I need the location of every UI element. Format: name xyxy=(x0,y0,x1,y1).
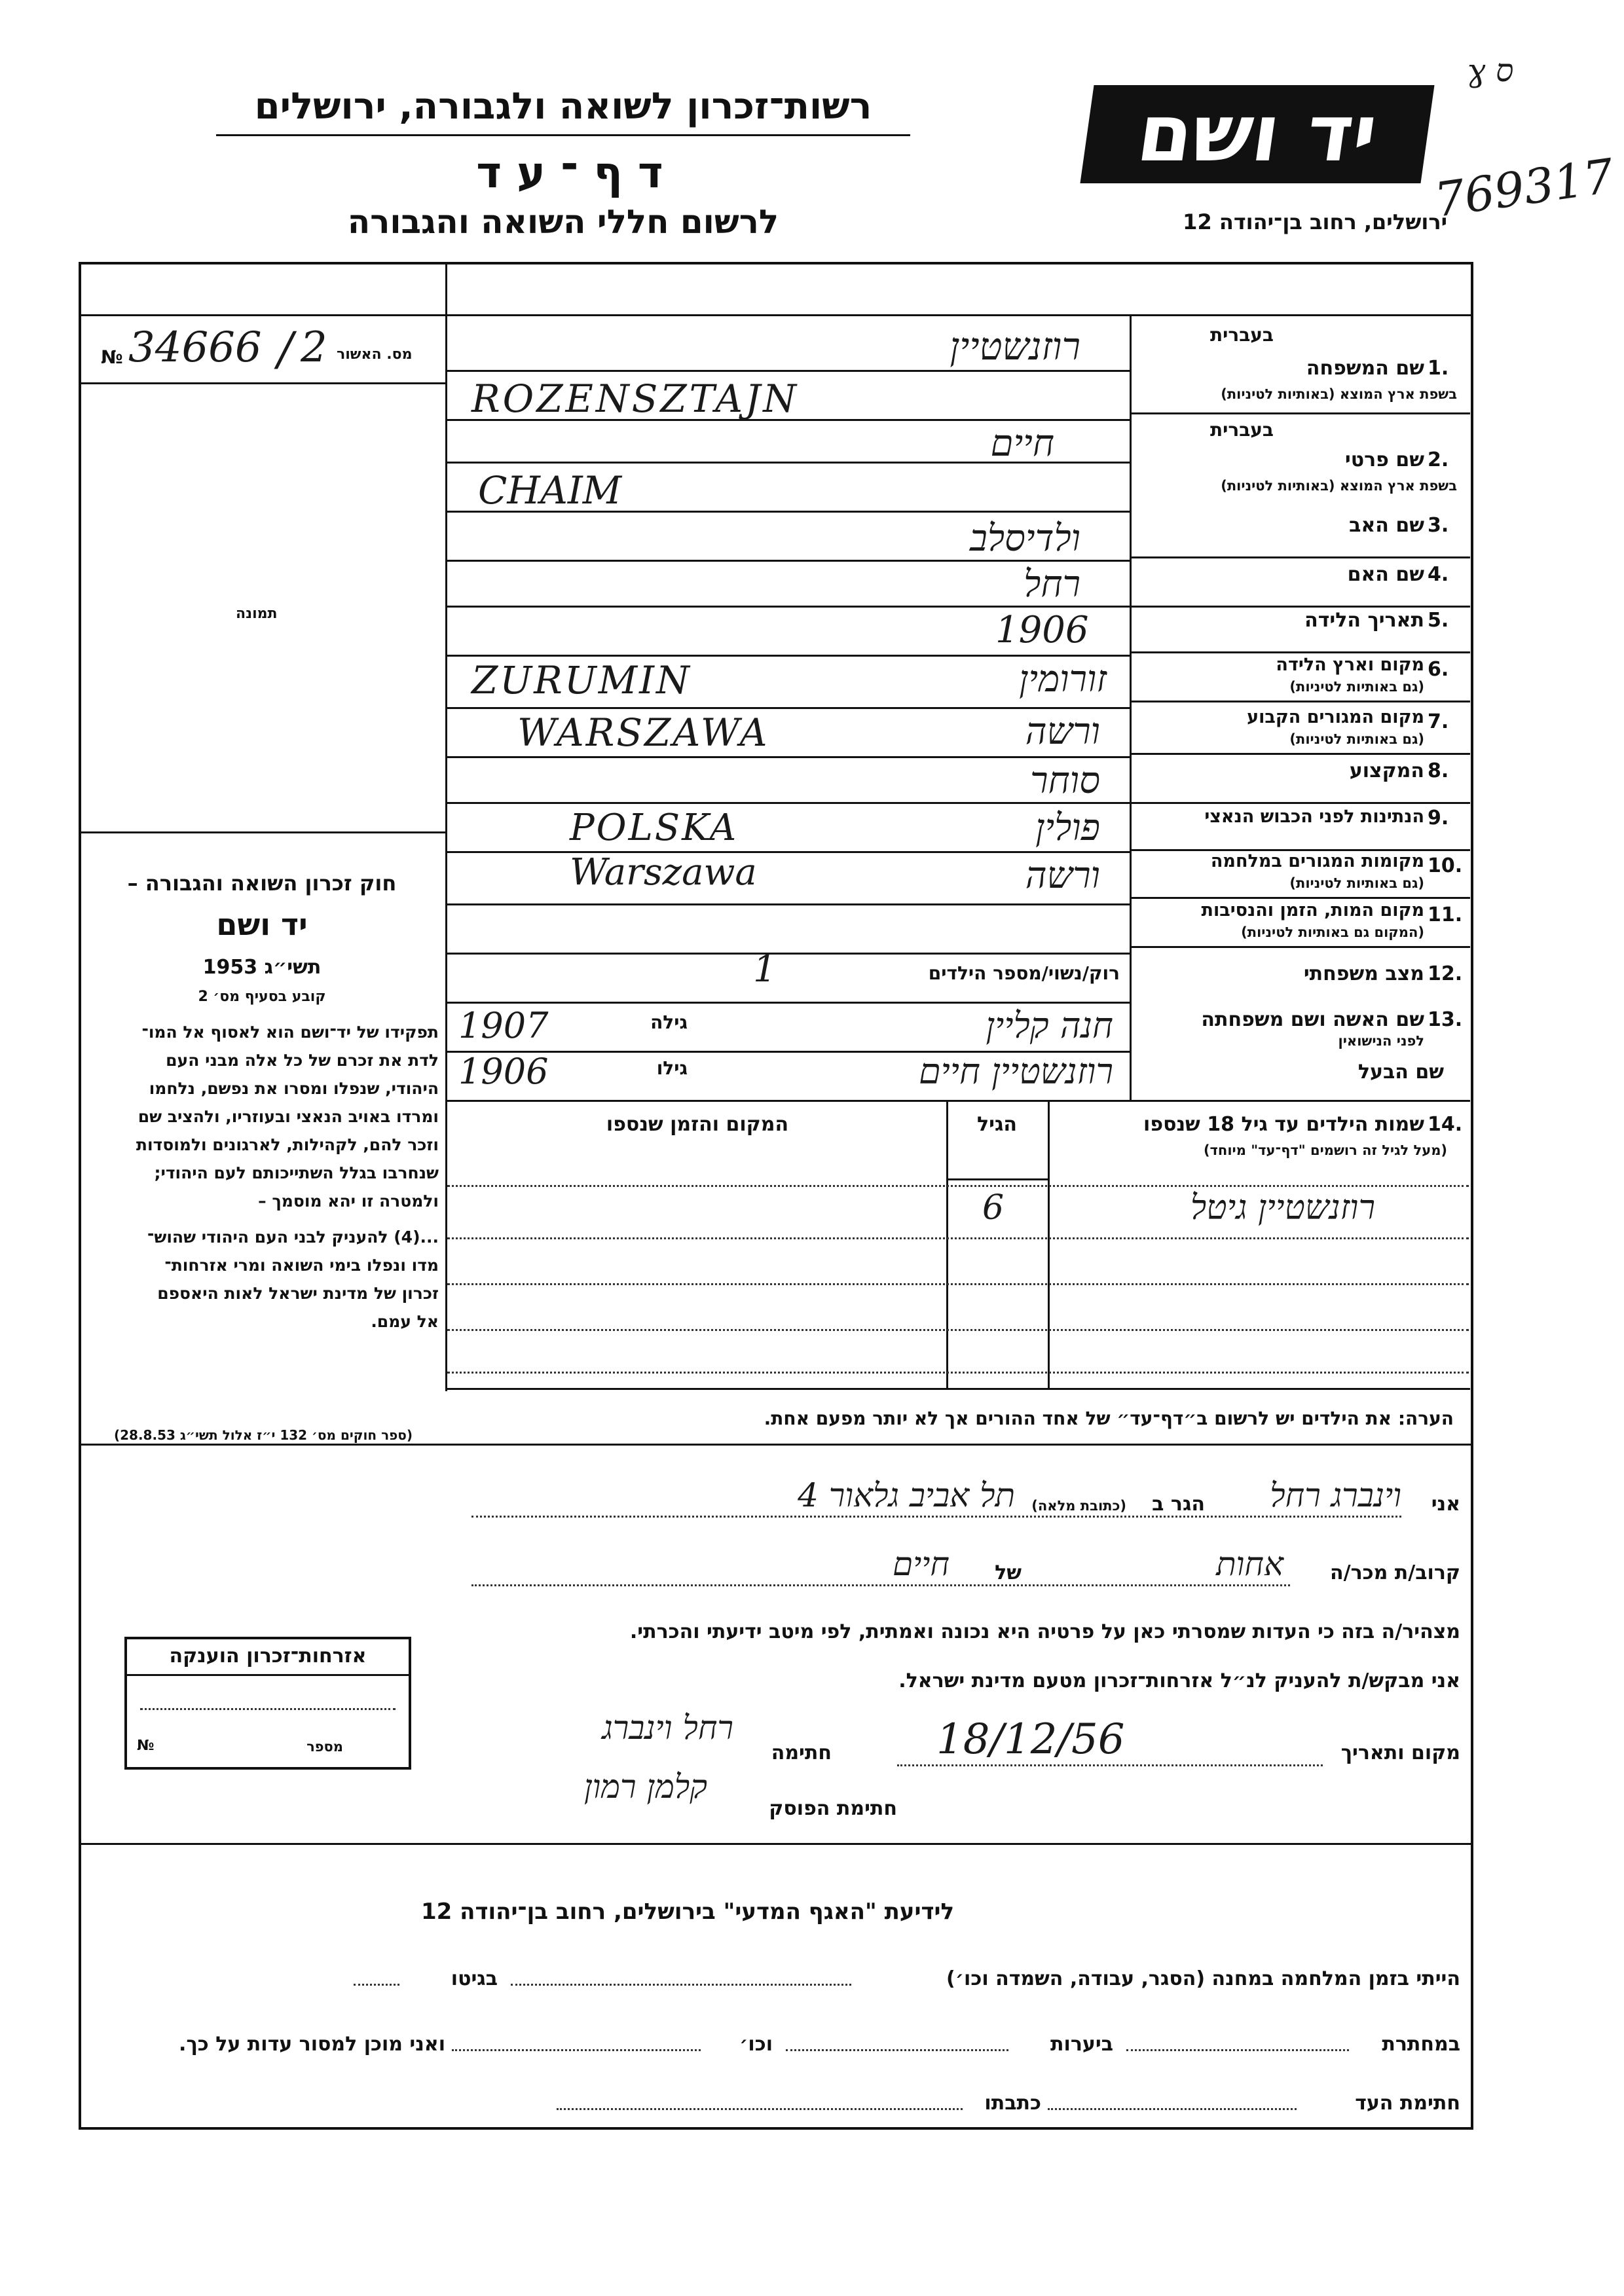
right-divider xyxy=(1130,802,1470,804)
official-signature: קלמן רמון xyxy=(583,1768,707,1806)
relation-line xyxy=(471,1584,1290,1586)
declarant-resides-label: הגר ב xyxy=(1152,1493,1205,1516)
firstname-hebrew: חיים xyxy=(990,422,1054,465)
residence-hebrew: ורשה xyxy=(1025,710,1100,753)
form-title: ד ף ־ ע ד xyxy=(476,147,663,198)
field-num: 11. xyxy=(1428,903,1463,926)
top-band-line xyxy=(79,314,1471,316)
corner-mark: ɣ ס xyxy=(1467,52,1514,89)
father-hebrew: ולדיסלב xyxy=(969,517,1080,560)
bottom-forests: ביערות xyxy=(1050,2033,1113,2056)
bottom-dots-2 xyxy=(354,1984,399,1986)
native-note-1: בשפת ארץ המוצא (באותיות לטיניות) xyxy=(1221,386,1457,402)
right-divider xyxy=(1130,556,1470,558)
field-num: 4. xyxy=(1428,563,1449,586)
relation-label: קרוב/ת מכר/ה xyxy=(1330,1561,1460,1584)
birthplace-latin: ZURUMIN xyxy=(471,658,692,702)
bottom-underground: במחתרת xyxy=(1382,2033,1460,2056)
bottom-address: כתבתו xyxy=(984,2092,1041,2115)
photo-bottom-line xyxy=(81,831,445,833)
husband-age: 1906 xyxy=(458,1051,549,1092)
field-label: הנתינות לפני הכבוש הנאצי xyxy=(1204,807,1424,827)
handwritten-id: 769317 xyxy=(1431,148,1617,228)
approval-box xyxy=(81,317,445,384)
law-line: ולמטרה זו יהא מוסמך – xyxy=(258,1192,439,1211)
approval-no-mark: № xyxy=(101,346,123,368)
citizenship-box xyxy=(124,1637,411,1770)
children-label: שמות הילדים עד גיל 18 שנספו xyxy=(1143,1113,1424,1136)
birthdate-value: 1906 xyxy=(995,609,1089,651)
approval-suffix: 2 xyxy=(301,323,327,372)
children-row-line-solid xyxy=(946,1178,1050,1180)
citizenship-box-title: אזרחות־זכרון הוענקה xyxy=(127,1645,409,1676)
remark-top-line xyxy=(447,1388,1470,1390)
field-label: שם האם xyxy=(1347,563,1424,586)
field-label: מקום וארץ הלידה xyxy=(1276,655,1424,675)
right-divider xyxy=(1130,946,1470,948)
law-clause: קובע בסעיף מס׳ 2 xyxy=(198,989,326,1005)
value-line xyxy=(447,606,1130,608)
field-note: (גם באותיות לטיניות) xyxy=(1289,875,1424,891)
remark-bottom-line xyxy=(79,1444,1471,1446)
children-num: 14. xyxy=(1428,1113,1463,1136)
field-label: מקום המות, הזמן והנסיבות xyxy=(1201,900,1424,920)
field-label: שם האב xyxy=(1349,514,1424,537)
law-line: היהודי, שנפלו ומסרו את נפשם, נלחמו xyxy=(149,1079,439,1098)
citizenship-hebrew: פולין xyxy=(1035,807,1100,849)
approval-number: 34666 xyxy=(128,323,262,372)
field-label-firstname: שם פרטי xyxy=(1344,448,1424,471)
children-count: 1 xyxy=(753,948,777,991)
law-line: וזכר להם, לקהילות, לארגונים ולמוסדות xyxy=(136,1135,439,1154)
bottom-title: לידיעת "האגף המדעי" בירושלים, רחוב בן־יהודה 12 xyxy=(420,1899,955,1925)
place-date-label: מקום ותאריך xyxy=(1340,1741,1460,1764)
col-hebrew-2: בעברית xyxy=(1209,419,1274,441)
field-label: מקומות המגורים במלחמה xyxy=(1210,851,1424,871)
value-line xyxy=(447,1002,1130,1004)
field-num-1: 1. xyxy=(1428,357,1449,380)
field-note: (גם באותיות לטיניות) xyxy=(1289,731,1424,747)
mother-hebrew: רחל xyxy=(1024,563,1080,606)
right-divider xyxy=(1130,606,1470,608)
signature-label: חתימה xyxy=(771,1741,832,1764)
children-col-divider-2 xyxy=(1048,1102,1050,1390)
bottom-dots-3 xyxy=(1126,2049,1349,2051)
field-note: (המקום גם באותיות לטיניות) xyxy=(1241,924,1424,940)
field-label-surname: שם המשפחה xyxy=(1306,357,1424,380)
bottom-dots-7 xyxy=(557,2108,963,2110)
bottom-line1: הייתי בזמן המלחמה במחנה (הסגר, עבודה, השמדה וכו׳) xyxy=(946,1967,1460,1990)
husband-name: רוזנשטיין חיים xyxy=(918,1051,1113,1092)
declarant-name: וינברג רחל xyxy=(1270,1476,1401,1514)
photo-label: תמונה xyxy=(236,606,278,622)
citizenship-latin: POLSKA xyxy=(570,807,739,849)
children-age-col: הגיל xyxy=(977,1113,1017,1136)
date-line xyxy=(897,1764,1323,1766)
field-num: 3. xyxy=(1428,514,1449,537)
surname-hebrew: רוזנשטיין xyxy=(950,324,1080,369)
wife-age-label: גילה xyxy=(650,1011,688,1033)
husband-label: שם הבעל xyxy=(1357,1061,1444,1084)
citizenship-box-line xyxy=(140,1708,396,1710)
request: אני מבקש/ת להעניק לנ״ל אזרחות־זכרון מטעם מדינת ישראל. xyxy=(898,1669,1460,1692)
child-name: רוזנשטיין גיטל xyxy=(1190,1188,1375,1228)
children-col-divider-1 xyxy=(946,1102,948,1390)
value-line xyxy=(447,707,1130,709)
right-divider xyxy=(1130,897,1470,899)
bottom-witness-signature: חתימת העד xyxy=(1355,2092,1460,2115)
family-num: 12. xyxy=(1428,962,1463,985)
field-label: תאריך הלידה xyxy=(1304,609,1424,632)
birthplace-hebrew: זורומין xyxy=(1019,658,1107,701)
right-divider-1 xyxy=(1130,412,1470,414)
law-line: תפקידו של יד־ושם הוא לאסוף אל המו־ xyxy=(141,1023,439,1042)
field-label: מקום המגורים הקבוע xyxy=(1247,707,1424,727)
declarant-address: תל אביב גלאור 4 xyxy=(798,1476,1015,1514)
child-age: 6 xyxy=(982,1188,1005,1228)
of-label: של xyxy=(995,1561,1022,1584)
left-column-divider xyxy=(445,262,447,1391)
law-body xyxy=(85,1018,439,1336)
family-label: מצב משפחתי xyxy=(1303,962,1424,985)
bottom-etc: וכו׳ xyxy=(739,2033,773,2056)
law-line: לדת את זכרם של כל אלה מבני העם xyxy=(166,1051,439,1070)
field-num-2: 2. xyxy=(1428,448,1449,471)
children-row-line xyxy=(447,1372,1469,1374)
children-row-line xyxy=(447,1237,1469,1239)
residence-latin: WARSZAWA xyxy=(517,710,769,755)
official-label: חתימת הפוסק xyxy=(769,1797,897,1820)
wartime-residence-hebrew: ורשה xyxy=(1025,854,1100,897)
org-title: רשות־זכרון לשואה ולגבורה, ירושלים xyxy=(254,85,872,128)
wife-label: שם האשה ושם משפחתה xyxy=(1201,1008,1424,1031)
declarant-prefix: אני xyxy=(1431,1493,1460,1516)
law-year: תשי״ג 1953 xyxy=(202,956,322,979)
wife-num: 13. xyxy=(1428,1008,1463,1031)
value-line xyxy=(447,802,1130,804)
right-divider xyxy=(1130,753,1470,755)
field-num: 9. xyxy=(1428,807,1449,829)
field-num: 7. xyxy=(1428,710,1449,733)
native-note-2: בשפת ארץ המוצא (באותיות לטיניות) xyxy=(1221,478,1457,494)
wife-note: לפני הנישואין xyxy=(1338,1033,1424,1049)
value-line xyxy=(447,953,1130,955)
field-label: המקצוע xyxy=(1349,759,1424,782)
wife-name: חנה קליין xyxy=(986,1005,1113,1046)
husband-age-label: גילו xyxy=(656,1057,688,1079)
value-line xyxy=(447,370,1130,372)
citizenship-box-number-label: מספר xyxy=(306,1739,343,1755)
children-row-line xyxy=(447,1283,1469,1285)
remark-text: הערה: את הילדים יש לרשום ב״דף־עד״ של אחד ההורים אך לא יותר מפעם אחת. xyxy=(764,1408,1454,1429)
law-reference: (ספר חוקים מס׳ 132 י״ז אלול תשי״ג 28.8.53) xyxy=(113,1427,413,1443)
date-value: 18/12/56 xyxy=(936,1715,1125,1764)
law-line: שנחרבו בגלל השתייכותם לעם היהודי; xyxy=(154,1163,439,1182)
value-line xyxy=(447,903,1130,905)
approval-label: מס. האשור xyxy=(337,346,413,363)
bottom-section-line xyxy=(79,1843,1471,1845)
field-num: 10. xyxy=(1428,854,1463,877)
children-place-col: המקום והזמן שנספו xyxy=(606,1113,789,1136)
bottom-dots-1 xyxy=(511,1984,851,1986)
of-name: חיים xyxy=(892,1545,950,1583)
bottom-ready: ואני מוכן למסור עדות על כך. xyxy=(179,2033,445,2056)
profession-hebrew: סוחר xyxy=(1030,759,1100,802)
law-name: יד ושם xyxy=(216,907,308,942)
law-title: חוק זכרון השואה והגבורה – xyxy=(127,871,397,896)
bottom-dots-5 xyxy=(452,2049,701,2051)
field-num: 6. xyxy=(1428,658,1449,681)
field-note: (גם באותיות לטיניות) xyxy=(1289,679,1424,695)
value-line xyxy=(447,560,1130,562)
value-line xyxy=(447,756,1130,758)
signature-value: רחל וינברג xyxy=(602,1709,733,1747)
right-divider xyxy=(1130,701,1470,702)
right-divider xyxy=(1130,651,1470,653)
approval-slash: / xyxy=(278,322,293,376)
law-line: זכרון של מדינת ישראל לאות היאספם xyxy=(157,1284,439,1303)
value-line xyxy=(447,851,1130,853)
bottom-dots-6 xyxy=(1048,2108,1297,2110)
value-line xyxy=(447,1100,1470,1102)
header-address: ירושלים, רחוב בן־יהודה 12 xyxy=(1183,210,1447,234)
children-row-line xyxy=(447,1185,1469,1187)
firstname-latin: CHAIM xyxy=(478,468,622,513)
relation-value: אחות xyxy=(1216,1545,1283,1583)
surname-latin: ROZENSZTAJN xyxy=(471,376,800,421)
children-note: (מעל לגיל זה רושמים "דף־עד" מיוחד) xyxy=(1203,1142,1447,1158)
family-status-text: רוק/נשוי/מספר הילדים xyxy=(928,962,1120,984)
law-line: מדו ונפלו בימי השואה ומרי אזרחות־ xyxy=(164,1256,439,1275)
law-line: ומרדו באויב הנאצי ובעוזריו, ולהציב שם xyxy=(138,1107,439,1126)
value-line xyxy=(447,655,1130,657)
address-line xyxy=(471,1516,1401,1518)
bottom-dots-4 xyxy=(786,2049,1008,2051)
field-num: 5. xyxy=(1428,609,1449,632)
declarant-address-note: (כתובת מלאה) xyxy=(1031,1498,1126,1514)
yad-vashem-logo: יד ושם xyxy=(1080,85,1434,183)
wartime-residence-latin: Warszawa xyxy=(570,851,757,894)
law-line: ...(4) להעניק לבני העם היהודי שהוש־ xyxy=(147,1228,439,1247)
wife-age: 1907 xyxy=(458,1005,549,1046)
statement: מצהיר/ה בזה כי העדות שמסרתי כאן על פרטיה היא נכונה ואמתית, לפי מיטב ידיעתי והכרתי. xyxy=(629,1620,1460,1643)
right-column-divider xyxy=(1130,314,1132,1100)
law-line: אל עמם. xyxy=(371,1312,439,1331)
field-num: 8. xyxy=(1428,759,1449,782)
col-hebrew-1: בעברית xyxy=(1209,324,1274,346)
org-underline xyxy=(216,134,910,136)
form-subtitle: לרשום חללי השואה והגבורה xyxy=(347,203,779,241)
citizenship-box-no: № xyxy=(137,1738,155,1754)
children-row-line xyxy=(447,1329,1469,1331)
bottom-ghetto: בגיטו xyxy=(451,1967,498,1990)
